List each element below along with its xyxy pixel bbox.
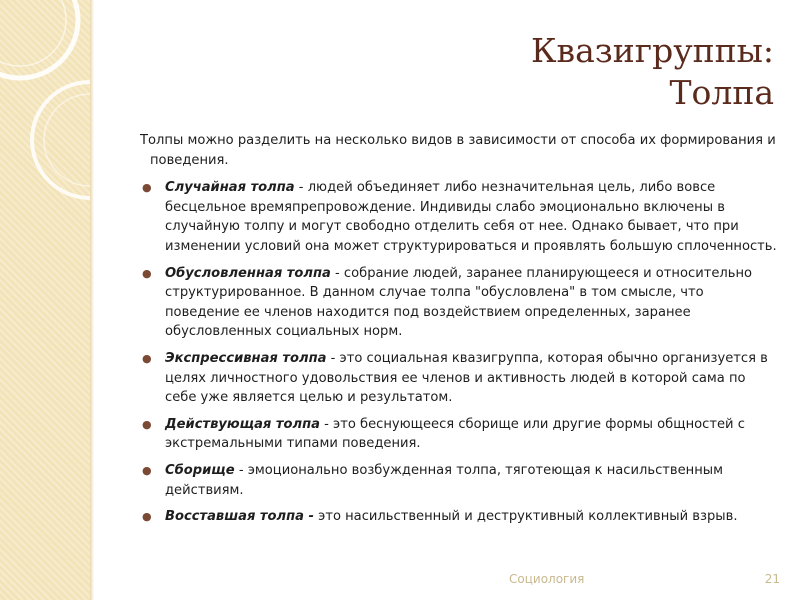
list-item-conditioned-crowd (140, 264, 780, 342)
intro-paragraph: Толпы можно разделить на несколько видов в зависимости от способа их формирования и поведения. (140, 133, 776, 168)
crowd-types-list (140, 178, 780, 527)
slide-content (140, 131, 780, 534)
bullet-icon: ● (142, 417, 152, 431)
item-term: Действующая толпа (165, 416, 320, 432)
item-term: Случайная толпа (165, 180, 295, 196)
footer-label: Социология (509, 572, 585, 586)
bullet-icon: ● (142, 463, 152, 477)
bullet-icon: ● (142, 351, 152, 365)
band-edge (90, 0, 94, 600)
decorative-side-band (0, 0, 90, 600)
page-number: 21 (764, 572, 780, 586)
list-item-mob (140, 461, 780, 500)
title-line-2: Толпа (669, 73, 774, 112)
list-item-acting-crowd (140, 415, 780, 454)
title-line-1: Квазигруппы: (531, 31, 774, 70)
item-text: - людей объединяет либо незначительная цель, либо вовсе бесцельное времяпрепровождение. Индивиды слабо эмоционально включены в случайную толпу и могут свободно отделить себя от нее. Однако бывает, что при изменении условий она может структурироваться и проявлять большую сплоченность. (165, 180, 777, 254)
bullet-icon: ● (142, 266, 152, 280)
item-term: Экспрессивная толпа (165, 350, 327, 366)
list-item-random-crowd (140, 178, 780, 256)
list-item-expressive-crowd (140, 349, 780, 408)
bullet-icon: ● (142, 510, 152, 524)
item-term: Обусловленная толпа (165, 265, 331, 281)
bullet-icon: ● (142, 181, 152, 195)
item-term: Восставшая толпа - (165, 509, 314, 525)
item-text: - собрание людей, заранее планирующееся и относительно структурированное. В данном случае толпа "обусловлена" в том смысле, что поведение ее членов находится под воздействием определенных, заранее обусловленных социальных норм. (165, 265, 753, 340)
slide-title (234, 30, 774, 114)
item-text: - это беснующееся сборище или другие формы общностей с экстремальными типами поведения. (165, 416, 745, 452)
item-text: это насильственный и деструктивный коллективный взрыв. (313, 509, 738, 525)
decorative-circles (0, 0, 90, 600)
item-text: - эмоционально возбужденная толпа, тяготеющая к насильственным действиям. (165, 462, 724, 498)
item-term: Сборище (165, 462, 235, 478)
list-item-rebellious-crowd (140, 507, 780, 527)
item-text: - это социальная квазигруппа, которая обычно организуется в целях личностного удовольствия ее членов и активность людей в которой сама по себе уже является целью и результатом. (165, 350, 768, 406)
